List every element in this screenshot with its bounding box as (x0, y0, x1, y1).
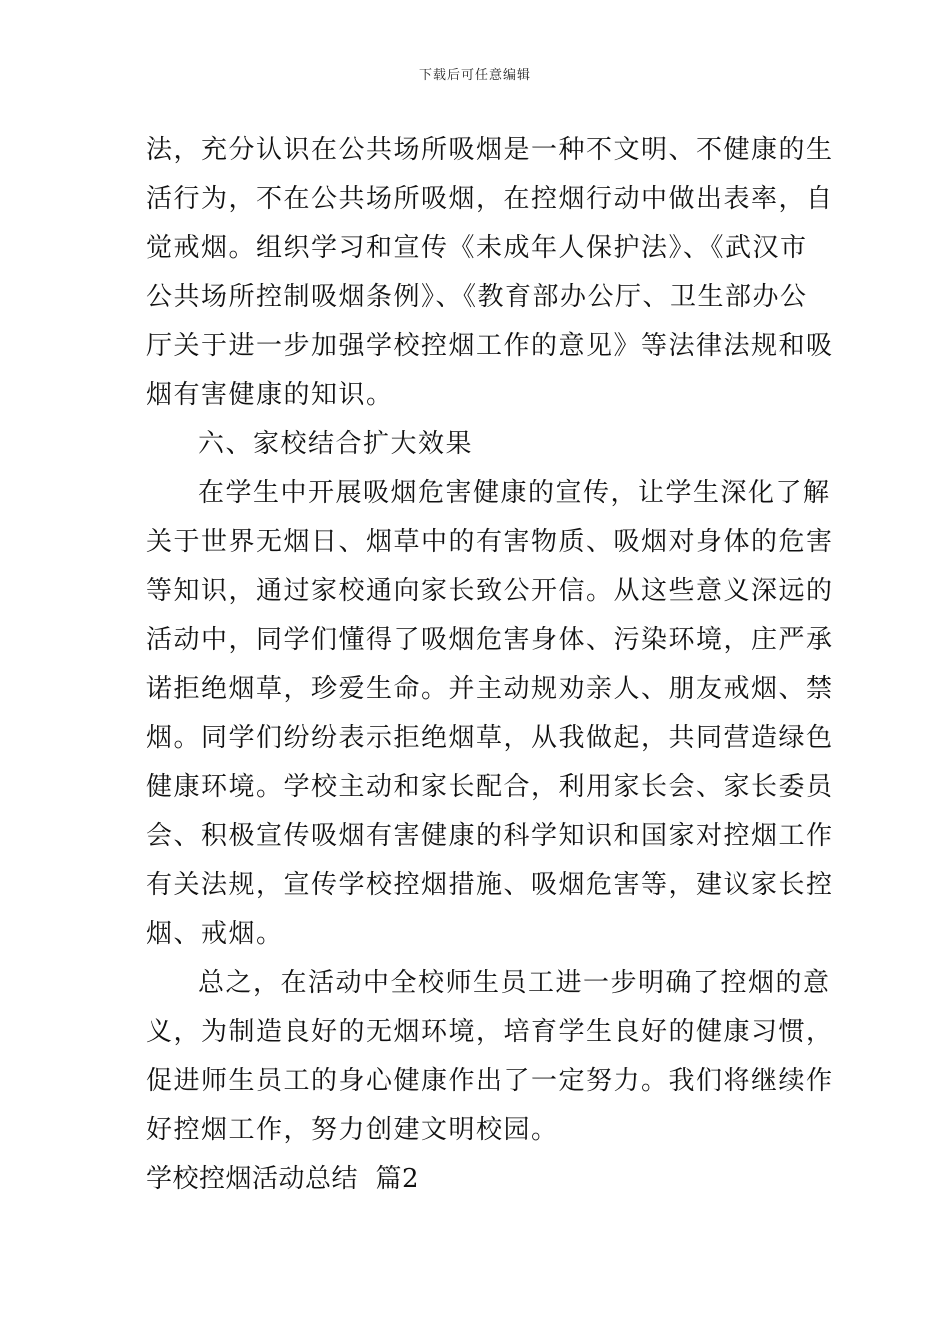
text-line: 公共场所控制吸烟条例》、《教育部办公厅、卫生部办公 (146, 282, 808, 312)
text-line: 促进师生员工的身心健康作出了一定努力。我们将继续作 (146, 1066, 834, 1096)
text-line: 烟有害健康的知识。 (146, 380, 394, 410)
text-line: 好控烟工作，努力创建文明校园。 (146, 1115, 559, 1145)
text-line: 健康环境。学校主动和家长配合，利用家长会、家长委员 (146, 772, 834, 802)
text-line: 厅关于进一步加强学校控烟工作的意见》等法律法规和吸 (146, 331, 834, 361)
text-line: 义，为制造良好的无烟环境，培育学生良好的健康习惯， (146, 1017, 834, 1047)
text-line: 诺拒绝烟草，珍爱生命。并主动规劝亲人、朋友戒烟、禁 (146, 674, 834, 704)
page-header: 下载后可任意编辑 (418, 68, 531, 83)
text-line: 关于世界无烟日、烟草中的有害物质、吸烟对身体的危害 (146, 527, 834, 557)
text-line: 活动中，同学们懂得了吸烟危害身体、污染环境，庄严承 (146, 625, 834, 655)
text-line: 烟。同学们纷纷表示拒绝烟草，从我做起，共同营造绿色 (146, 723, 834, 753)
paragraph-continuation (146, 126, 834, 420)
document-body (146, 126, 834, 1204)
text-line: 总之，在活动中全校师生员工进一步明确了控烟的意 (198, 968, 831, 998)
text-line: 在学生中开展吸烟危害健康的宣传，让学生深化了解 (198, 478, 831, 508)
paragraph-conclusion (146, 959, 834, 1155)
paragraph-home-school (146, 469, 834, 959)
section-heading: 六、家校结合扩大效果 (198, 429, 474, 459)
text-line: 觉戒烟。组织学习和宣传《未成年人保护法》、《武汉市 (146, 233, 808, 263)
text-line: 等知识，通过家校通向家长致公开信。从这些意义深远的 (146, 576, 834, 606)
text-line: 会、积极宣传吸烟有害健康的科学知识和国家对控烟工作 (146, 821, 834, 851)
document-title: 学校控烟活动总结 篇2 (146, 1164, 420, 1194)
text-line: 法，充分认识在公共场所吸烟是一种不文明、不健康的生 (146, 135, 834, 165)
text-line: 活行为，不在公共场所吸烟，在控烟行动中做出表率，自 (146, 184, 834, 214)
text-line: 有关法规，宣传学校控烟措施、吸烟危害等，建议家长控 (146, 870, 834, 900)
text-line: 烟、戒烟。 (146, 919, 284, 949)
